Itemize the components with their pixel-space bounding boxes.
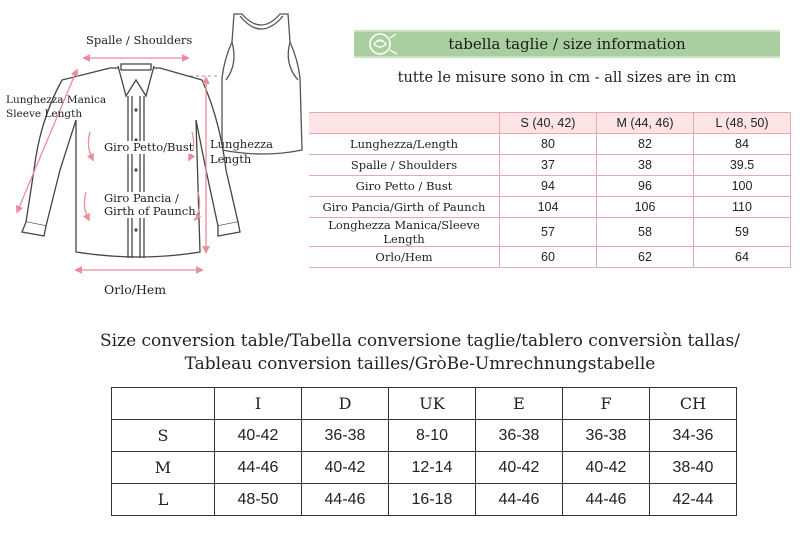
table-cell: 110 (694, 197, 791, 218)
conversion-title (80, 330, 760, 376)
table-cell: 36-38 (476, 420, 563, 452)
paunch-label-1: Giro Pancia / (104, 191, 179, 205)
table-cell: 44-46 (302, 484, 389, 516)
table-cell: 104 (500, 197, 597, 218)
size-info-table (309, 112, 791, 268)
paunch-label-2: Girth of Paunch (104, 204, 196, 218)
country-col-header: E (476, 388, 563, 420)
row-label: Longhezza Manica/Sleeve Length (309, 218, 500, 247)
table-cell: 44-46 (563, 484, 650, 516)
table-cell: 40-42 (302, 452, 389, 484)
units-note: tutte le misure sono in cm - all sizes are in cm (397, 70, 737, 86)
header-band (354, 30, 780, 58)
rose-icon (360, 30, 400, 58)
table-cell: 62 (597, 247, 694, 268)
table-cell: 82 (597, 134, 694, 155)
table-cell: 8-10 (389, 420, 476, 452)
conversion-row (112, 420, 737, 452)
size-table-row (309, 218, 791, 247)
table-cell: 94 (500, 176, 597, 197)
length-label-1: Lunghezza (210, 137, 273, 151)
hem-label: Orlo/Hem (104, 282, 167, 297)
country-col-header: F (563, 388, 650, 420)
shoulders-label: Spalle / Shoulders (86, 33, 193, 47)
table-cell: 60 (500, 247, 597, 268)
country-col-header: D (302, 388, 389, 420)
table-cell: 36-38 (302, 420, 389, 452)
tank-top-drawing (222, 14, 302, 154)
size-table-row (309, 247, 791, 268)
table-cell: 34-36 (650, 420, 737, 452)
table-cell: 100 (694, 176, 791, 197)
size-col-header: M (44, 46) (597, 113, 694, 134)
size-table-row (309, 197, 791, 218)
row-label: Giro Pancia/Girth of Paunch (309, 197, 500, 218)
table-cell: 39.5 (694, 155, 791, 176)
row-label: Orlo/Hem (309, 247, 500, 268)
size-col-header: S (40, 42) (500, 113, 597, 134)
sleeve-label-1: Lunghezza Manica (6, 94, 107, 106)
table-cell: 80 (500, 134, 597, 155)
conversion-header-row (112, 388, 737, 420)
table-cell: 38-40 (650, 452, 737, 484)
table-cell: 58 (597, 218, 694, 247)
country-col-header: I (215, 388, 302, 420)
table-cell: 38 (597, 155, 694, 176)
conversion-row (112, 452, 737, 484)
table-cell: 36-38 (563, 420, 650, 452)
sleeve-label-2: Sleeve Length (6, 108, 83, 120)
size-table-header-row (309, 113, 791, 134)
table-cell: 42-44 (650, 484, 737, 516)
header-title: tabella taglie / size information (448, 35, 686, 53)
table-cell: 57 (500, 218, 597, 247)
bust-label: Giro Petto/Bust (104, 140, 194, 154)
table-cell: 96 (597, 176, 694, 197)
table-cell: 84 (694, 134, 791, 155)
table-cell: 40-42 (563, 452, 650, 484)
row-label: Lunghezza/Length (309, 134, 500, 155)
table-cell: 106 (597, 197, 694, 218)
table-cell: 40-42 (476, 452, 563, 484)
row-label: Giro Petto / Bust (309, 176, 500, 197)
size-label: M (112, 452, 215, 484)
conversion-row (112, 484, 737, 516)
row-label: Spalle / Shoulders (309, 155, 500, 176)
table-cell: 12-14 (389, 452, 476, 484)
size-table-row (309, 134, 791, 155)
table-cell: 44-46 (215, 452, 302, 484)
conversion-title-line2: Tableau conversion tailles/GròBe-Umrechnungstabelle (184, 354, 656, 374)
conversion-table (111, 387, 737, 516)
size-table-corner (309, 113, 500, 134)
table-cell: 37 (500, 155, 597, 176)
size-label: S (112, 420, 215, 452)
country-col-header: CH (650, 388, 737, 420)
table-cell: 48-50 (215, 484, 302, 516)
table-cell: 16-18 (389, 484, 476, 516)
country-col-header: UK (389, 388, 476, 420)
size-label: L (112, 484, 215, 516)
size-table-row (309, 155, 791, 176)
table-cell: 64 (694, 247, 791, 268)
size-table-row (309, 176, 791, 197)
table-cell: 40-42 (215, 420, 302, 452)
conversion-corner (112, 388, 215, 420)
size-col-header: L (48, 50) (694, 113, 791, 134)
table-cell: 44-46 (476, 484, 563, 516)
conversion-title-line1: Size conversion table/Tabella conversione taglie/tablero conversiòn tallas/ (100, 331, 740, 351)
table-cell: 59 (694, 218, 791, 247)
length-label-2: Length (210, 152, 252, 166)
